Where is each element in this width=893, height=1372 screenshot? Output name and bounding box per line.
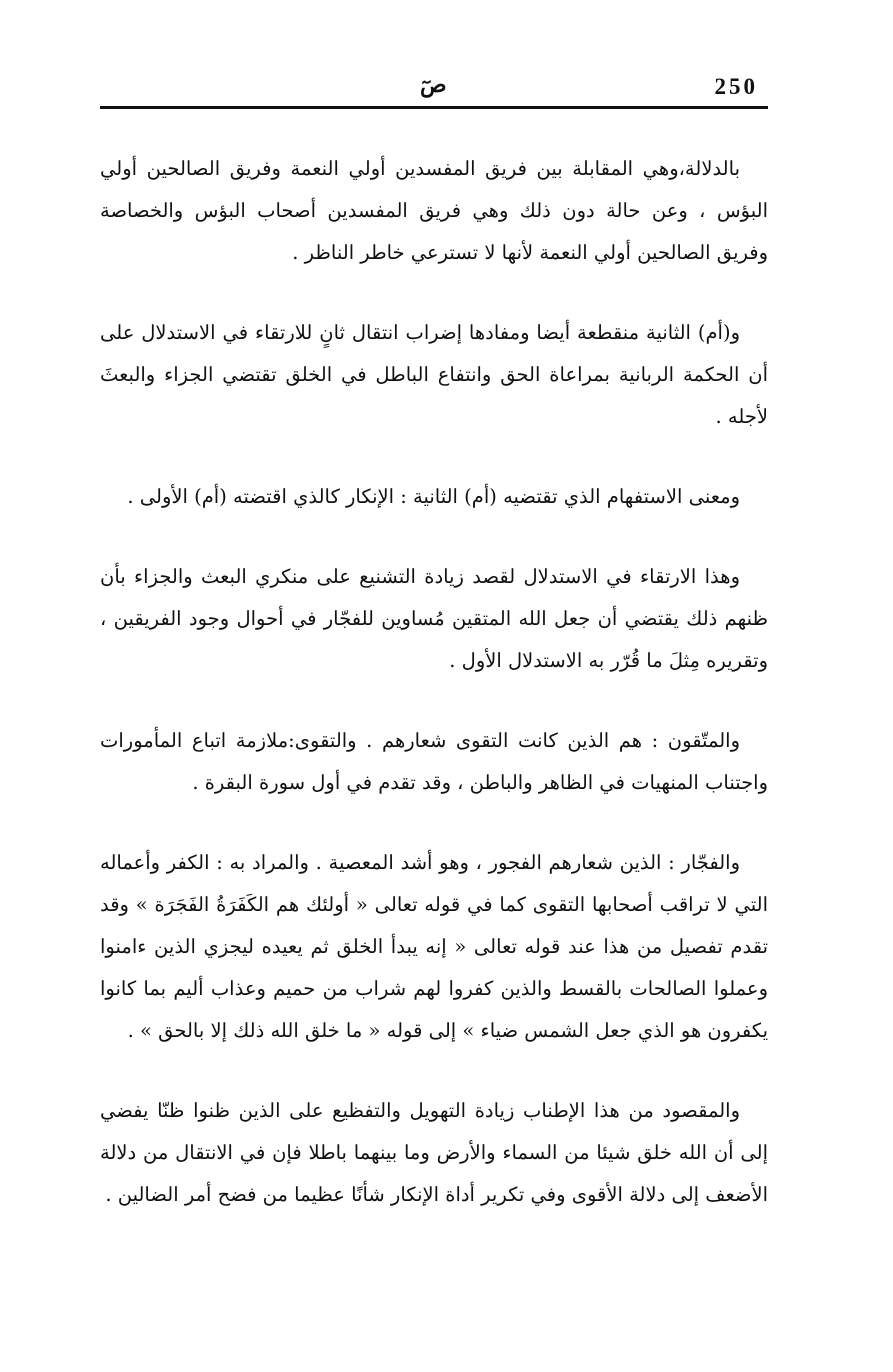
paragraph: و(أم) الثانية منقطعة أيضا ومفادها إضراب انتقال ثانٍ للارتقاء في الاستدلال على أن الحكمة الربانية بمراعاة الحق وانتفاع الباطل في الخلق تقتضي الجزاء والبعثَ لأجله . [100, 321, 768, 428]
paragraph: والفجّار : الذين شعارهم الفجور ، وهو أشد المعصية . والمراد به : الكفر وأعماله التي لا تراقب أصحابها التقوى كما في قوله تعالى « أولئك هم الكَفَرَةُ الفَجَرَة » وقد تقدم تفصيل من هذا عند قوله تعالى « إنه يبدأ الخلق ثم يعيده ليجزي الذين ءامنوا وعملوا الصالحات بالقسط والذين كفروا لهم شراب من حميم وعذاب أليم بما كانوا يكفرون هو الذي جعل الشمس ضياء » إلى قوله « ما خلق الله ذلك إلا بالحق » . [100, 851, 768, 1042]
paragraph: ومعنى الاستفهام الذي تقتضيه (أم) الثانية : الإنكار كالذي اقتضته (أم) الأولى . [127, 485, 740, 508]
paragraph: والمقصود من هذا الإطناب زيادة التهويل والتفظيع على الذين ظنوا ظنّا يفضي إلى أن الله خلق شيئا من السماء والأرض وما بينهما باطلا فإن في الانتقال من دلالة الأضعف إلى دلالة الأقوى وفي تكرير أداة الإنكار شأنًا عظيما من فضح أمر الضالين . [100, 1099, 768, 1206]
paragraph: والمتّقون : هم الذين كانت التقوى شعارهم . والتقوى:ملازمة اتباع المأمورات واجتناب المنهيات في الظاهر والباطن ، وقد تقدم في أول سورة البقرة . [100, 729, 768, 794]
header-rule [100, 106, 768, 109]
page-header [100, 70, 768, 108]
page-number: 250 [714, 74, 758, 99]
paragraph: بالدلالة،وهي المقابلة بين فريق المفسدين أولي النعمة وفريق الصالحين أولي البؤس ، وعن حالة دون ذلك وهي فريق المفسدين أصحاب البؤس والخصاصة وفريق الصالحين أولي النعمة لأنها لا تسترعي خاطر الناظر . [100, 157, 768, 264]
page-body [100, 148, 768, 1254]
paragraph: وهذا الارتقاء في الاستدلال لقصد زيادة التشنيع على منكري البعث والجزاء بأن ظنهم ذلك يقتضي أن جعل الله المتقين مُساوين للفجّار في أحوال وجود الفريقين ، وتقريره مِثلَ ما قُرّر به الاستدلال الأول . [100, 565, 768, 672]
chapter-mark: صٓ [420, 72, 447, 98]
